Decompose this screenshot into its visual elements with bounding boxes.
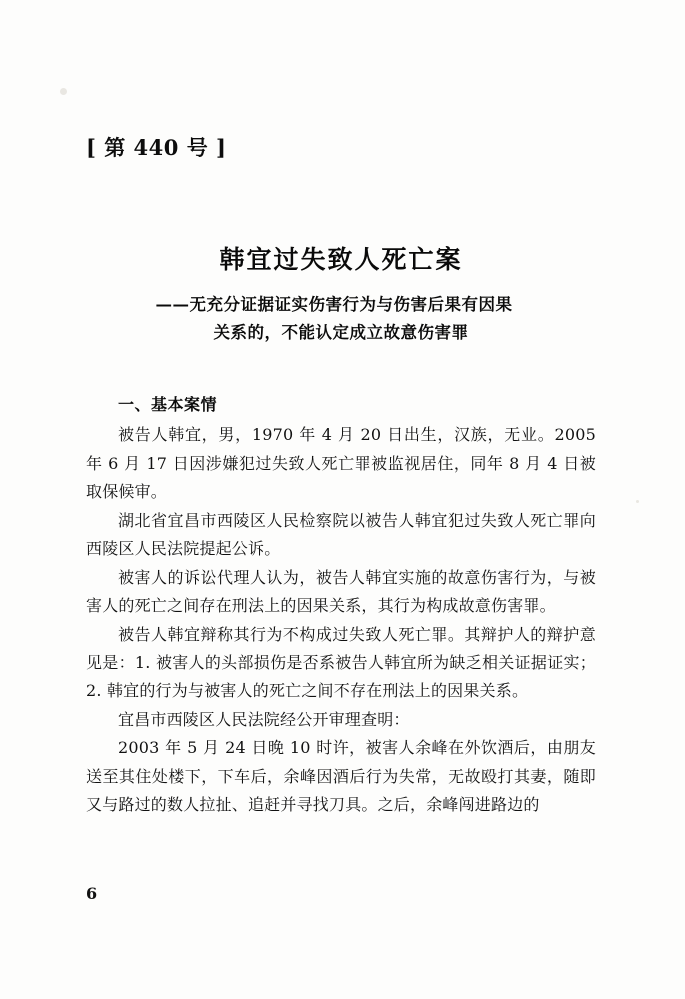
scan-artifact-speck xyxy=(636,500,639,503)
page-title: 韩宜过失致人死亡案 xyxy=(219,245,463,274)
body-text xyxy=(86,421,596,820)
document-subtitle xyxy=(86,291,596,349)
paragraph: 被害人的诉讼代理人认为，被告人韩宜实施的故意伤害行为，与被害人的死亡之间存在刑法上的因果关系，其行为构成故意伤害罪。 xyxy=(86,567,596,616)
paragraph: 被告人韩宜，男，1970 年 4 月 20 日出生，汉族，无业。2005 年 6 月 17 日因涉嫌犯过失致人死亡罪被监视居住，同年 8 月 4 日被取保候审。 xyxy=(86,425,596,502)
section-heading-basic-facts: 一、基本案情 xyxy=(118,395,218,415)
page-content xyxy=(86,0,596,820)
paragraph: 被告人韩宜辩称其行为不构成过失致人死亡罪。其辩护人的辩护意见是：1. 被害人的头部损伤是否系被告人韩宜所为缺乏相关证据证实；2. 韩宜的行为与被害人的死亡之间不存在刑法上的因果关系。 xyxy=(86,624,596,701)
subtitle-line-2: 关系的，不能认定成立故意伤害罪 xyxy=(213,323,469,343)
subtitle-line-1: ——无充分证据证实伤害行为与伤害后果有因果 xyxy=(155,294,513,314)
title-block xyxy=(86,244,596,348)
paragraph: 2003 年 5 月 24 日晚 10 时许，被害人余峰在外饮酒后，由朋友送至其住处楼下，下车后，余峰因酒后行为失常，无故殴打其妻，随即又与路过的数人拉扯、追赶并寻找刀具。之后，余峰闯进路边的 xyxy=(86,738,596,815)
scan-artifact-speck xyxy=(60,88,67,95)
paragraph: 湖北省宜昌市西陵区人民检察院以被告人韩宜犯过失致人死亡罪向西陵区人民法院提起公诉。 xyxy=(86,510,596,559)
paragraph: 宜昌市西陵区人民法院经公开审理查明： xyxy=(118,709,410,729)
page-number: 6 xyxy=(86,884,98,903)
case-number-label: [ 第 440 号 ] xyxy=(86,135,227,160)
